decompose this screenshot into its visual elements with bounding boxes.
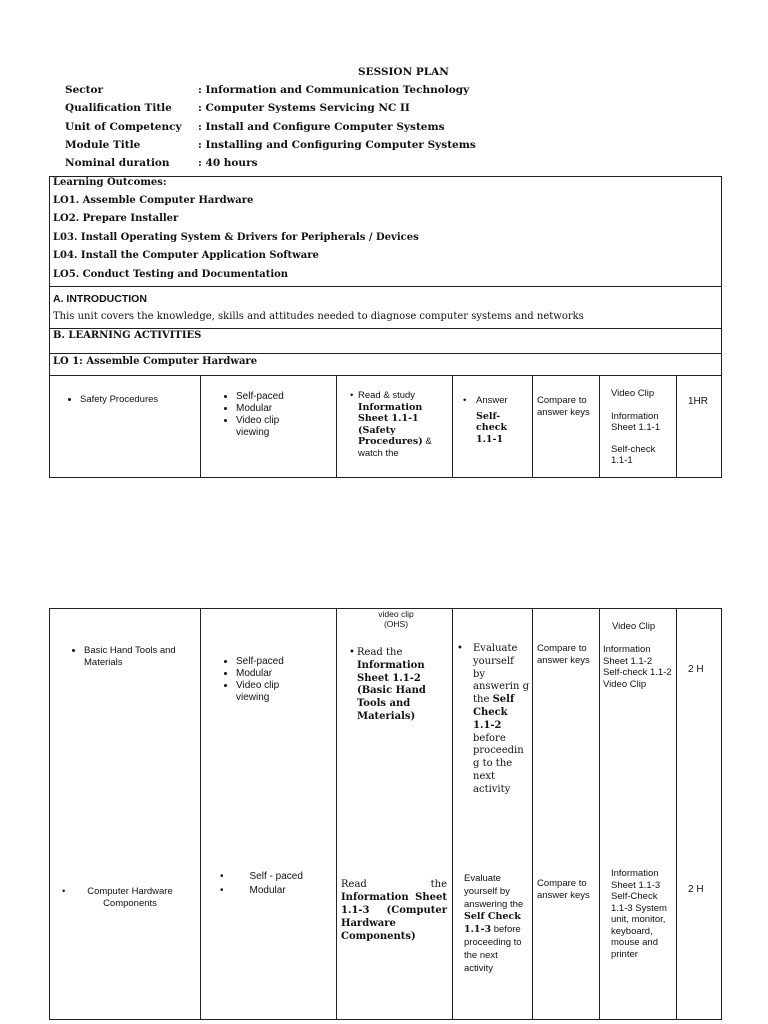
col-divider (676, 375, 677, 478)
table1-border-right (721, 176, 722, 478)
col-divider (452, 608, 453, 1020)
content-cell (66, 394, 196, 406)
resource-item: Self-check 1.1-1 (611, 443, 656, 466)
practice-cell (464, 873, 528, 975)
module-value: : Installing and Configuring Computer Systems (198, 139, 476, 151)
practice-ref: Self Check 1.1-2 (473, 694, 515, 731)
intro-text: This unit covers the knowledge, skills and attitudes needed to diagnose computer systems and networks (53, 311, 584, 322)
presentation-ref: Information Sheet 1.1-2 (Basic Hand Tools and Materials) (357, 659, 426, 722)
method-item: • Self - paced (220, 871, 303, 882)
methods-cell (222, 656, 332, 704)
bullet-icon: • (349, 647, 355, 658)
bullet-icon: • (350, 390, 354, 401)
content-cell (70, 645, 198, 668)
presentation-text: Read the (357, 647, 403, 658)
presentation-carryover: video clip (OHS) (378, 609, 414, 629)
activities-heading: B. LEARNING ACTIVITIES (53, 330, 202, 341)
methods-cell (220, 870, 332, 898)
sector-value: : Information and Communication Technology (198, 84, 470, 96)
row-divider (49, 286, 722, 287)
time-cell: 2 H (688, 664, 704, 675)
outcome-item: L03. Install Operating System & Drivers for Peripherals / Devices (53, 232, 419, 243)
table2-border-left (49, 608, 50, 1020)
practice-cell (463, 395, 530, 445)
table2-border-bottom (49, 1019, 722, 1020)
outcomes-heading: Learning Outcomes: (53, 177, 167, 188)
bullet-icon: • (62, 886, 66, 897)
bullet-icon: • (457, 643, 463, 654)
method-item: • Modular (236, 668, 332, 680)
methods-cell (222, 391, 332, 439)
content-item: • Safety Procedures (80, 394, 196, 406)
method-item: • Video clip viewing (236, 680, 294, 704)
feedback-cell: Compare to answer keys (537, 878, 590, 901)
method-item: • Video clip viewing (236, 415, 294, 439)
table1-border-left (49, 176, 50, 478)
resources-cell: Information Sheet 1.1-2 Self-check 1.1-2 Video Clip (603, 644, 672, 690)
practice-text: Evaluate yourself by answerin g the (473, 643, 530, 706)
method-item: • Modular (220, 885, 286, 896)
practice-text: before proceedin g to the next activity (473, 732, 524, 795)
presentation-text: Read the (341, 879, 447, 890)
col-divider (532, 375, 533, 478)
content-item: Computer Hardware Components (87, 886, 173, 909)
outcome-item: LO5. Conduct Testing and Documentation (53, 269, 289, 280)
col-divider (599, 608, 600, 1020)
col-divider (336, 375, 337, 478)
sector-label: Sector (65, 84, 104, 96)
duration-value: : 40 hours (198, 157, 258, 169)
presentation-cell (349, 647, 447, 724)
presentation-text: & watch the (358, 436, 432, 459)
qualification-value: : Computer Systems Servicing NC II (198, 102, 410, 114)
method-item: • Self-paced (236, 391, 332, 403)
intro-heading: A. INTRODUCTION (53, 293, 147, 305)
duration-label: Nominal duration (65, 157, 170, 169)
feedback-cell: Compare to answer keys (537, 395, 590, 418)
row-divider (49, 375, 722, 376)
method-item: • Self-paced (236, 656, 332, 668)
resource-item: Video Clip (612, 621, 656, 632)
row-divider (49, 328, 722, 329)
presentation-text: Read & study (358, 390, 416, 401)
presentation-cell (350, 390, 450, 459)
qualification-label: Qualification Title (65, 102, 172, 114)
resources-cell (611, 388, 675, 467)
resource-item: Video Clip (611, 388, 655, 399)
resource-item: Information Sheet 1.1-1 (611, 410, 661, 433)
page-title: SESSION PLAN (358, 66, 449, 78)
content-item: • Basic Hand Tools and Materials (84, 645, 198, 668)
col-divider (532, 608, 533, 1020)
unit-label: Unit of Competency (65, 121, 182, 133)
col-divider (599, 375, 600, 478)
method-item: • Modular (236, 403, 332, 415)
content-cell (62, 886, 198, 909)
presentation-ref: Information Sheet 1.1-3 (Computer Hardware Components) (341, 892, 447, 942)
practice-ref: Self-check 1.1-1 (476, 410, 508, 445)
resources-cell: Information Sheet 1.1-3 Self-Check 1.1-3 System unit, monitor, keyboard, mouse and printer (611, 868, 667, 960)
col-divider (200, 608, 201, 1020)
bullet-icon: • (220, 885, 224, 896)
presentation-ref: Information Sheet 1.1-1 (Safety Procedures) (358, 401, 423, 447)
col-divider (452, 375, 453, 478)
table2-border-right (721, 608, 722, 1020)
outcome-item: LO1. Assemble Computer Hardware (53, 195, 254, 206)
row-divider (49, 353, 722, 354)
outcome-item: L04. Install the Computer Application Software (53, 250, 319, 261)
bullet-icon: • (463, 395, 467, 406)
lo1-heading: LO 1: Assemble Computer Hardware (53, 356, 258, 367)
col-divider (200, 375, 201, 478)
table1-border-bottom (49, 477, 722, 478)
time-cell: 2 H (688, 884, 704, 895)
practice-cell (457, 643, 530, 797)
practice-text: before proceeding to the next activity (464, 924, 522, 974)
practice-text: Evaluate yourself by answering the (464, 873, 524, 910)
unit-value: : Install and Configure Computer Systems (198, 121, 445, 133)
practice-ref: Self Check 1.1-3 (464, 911, 521, 936)
feedback-cell: Compare to answer keys (537, 643, 590, 666)
practice-text: Answer (476, 395, 508, 406)
col-divider (676, 608, 677, 1020)
time-cell: 1HR (688, 396, 709, 407)
bullet-icon: • (220, 871, 224, 882)
module-label: Module Title (65, 139, 141, 151)
col-divider (336, 608, 337, 1020)
outcome-item: LO2. Prepare Installer (53, 213, 179, 224)
presentation-cell (341, 878, 447, 943)
